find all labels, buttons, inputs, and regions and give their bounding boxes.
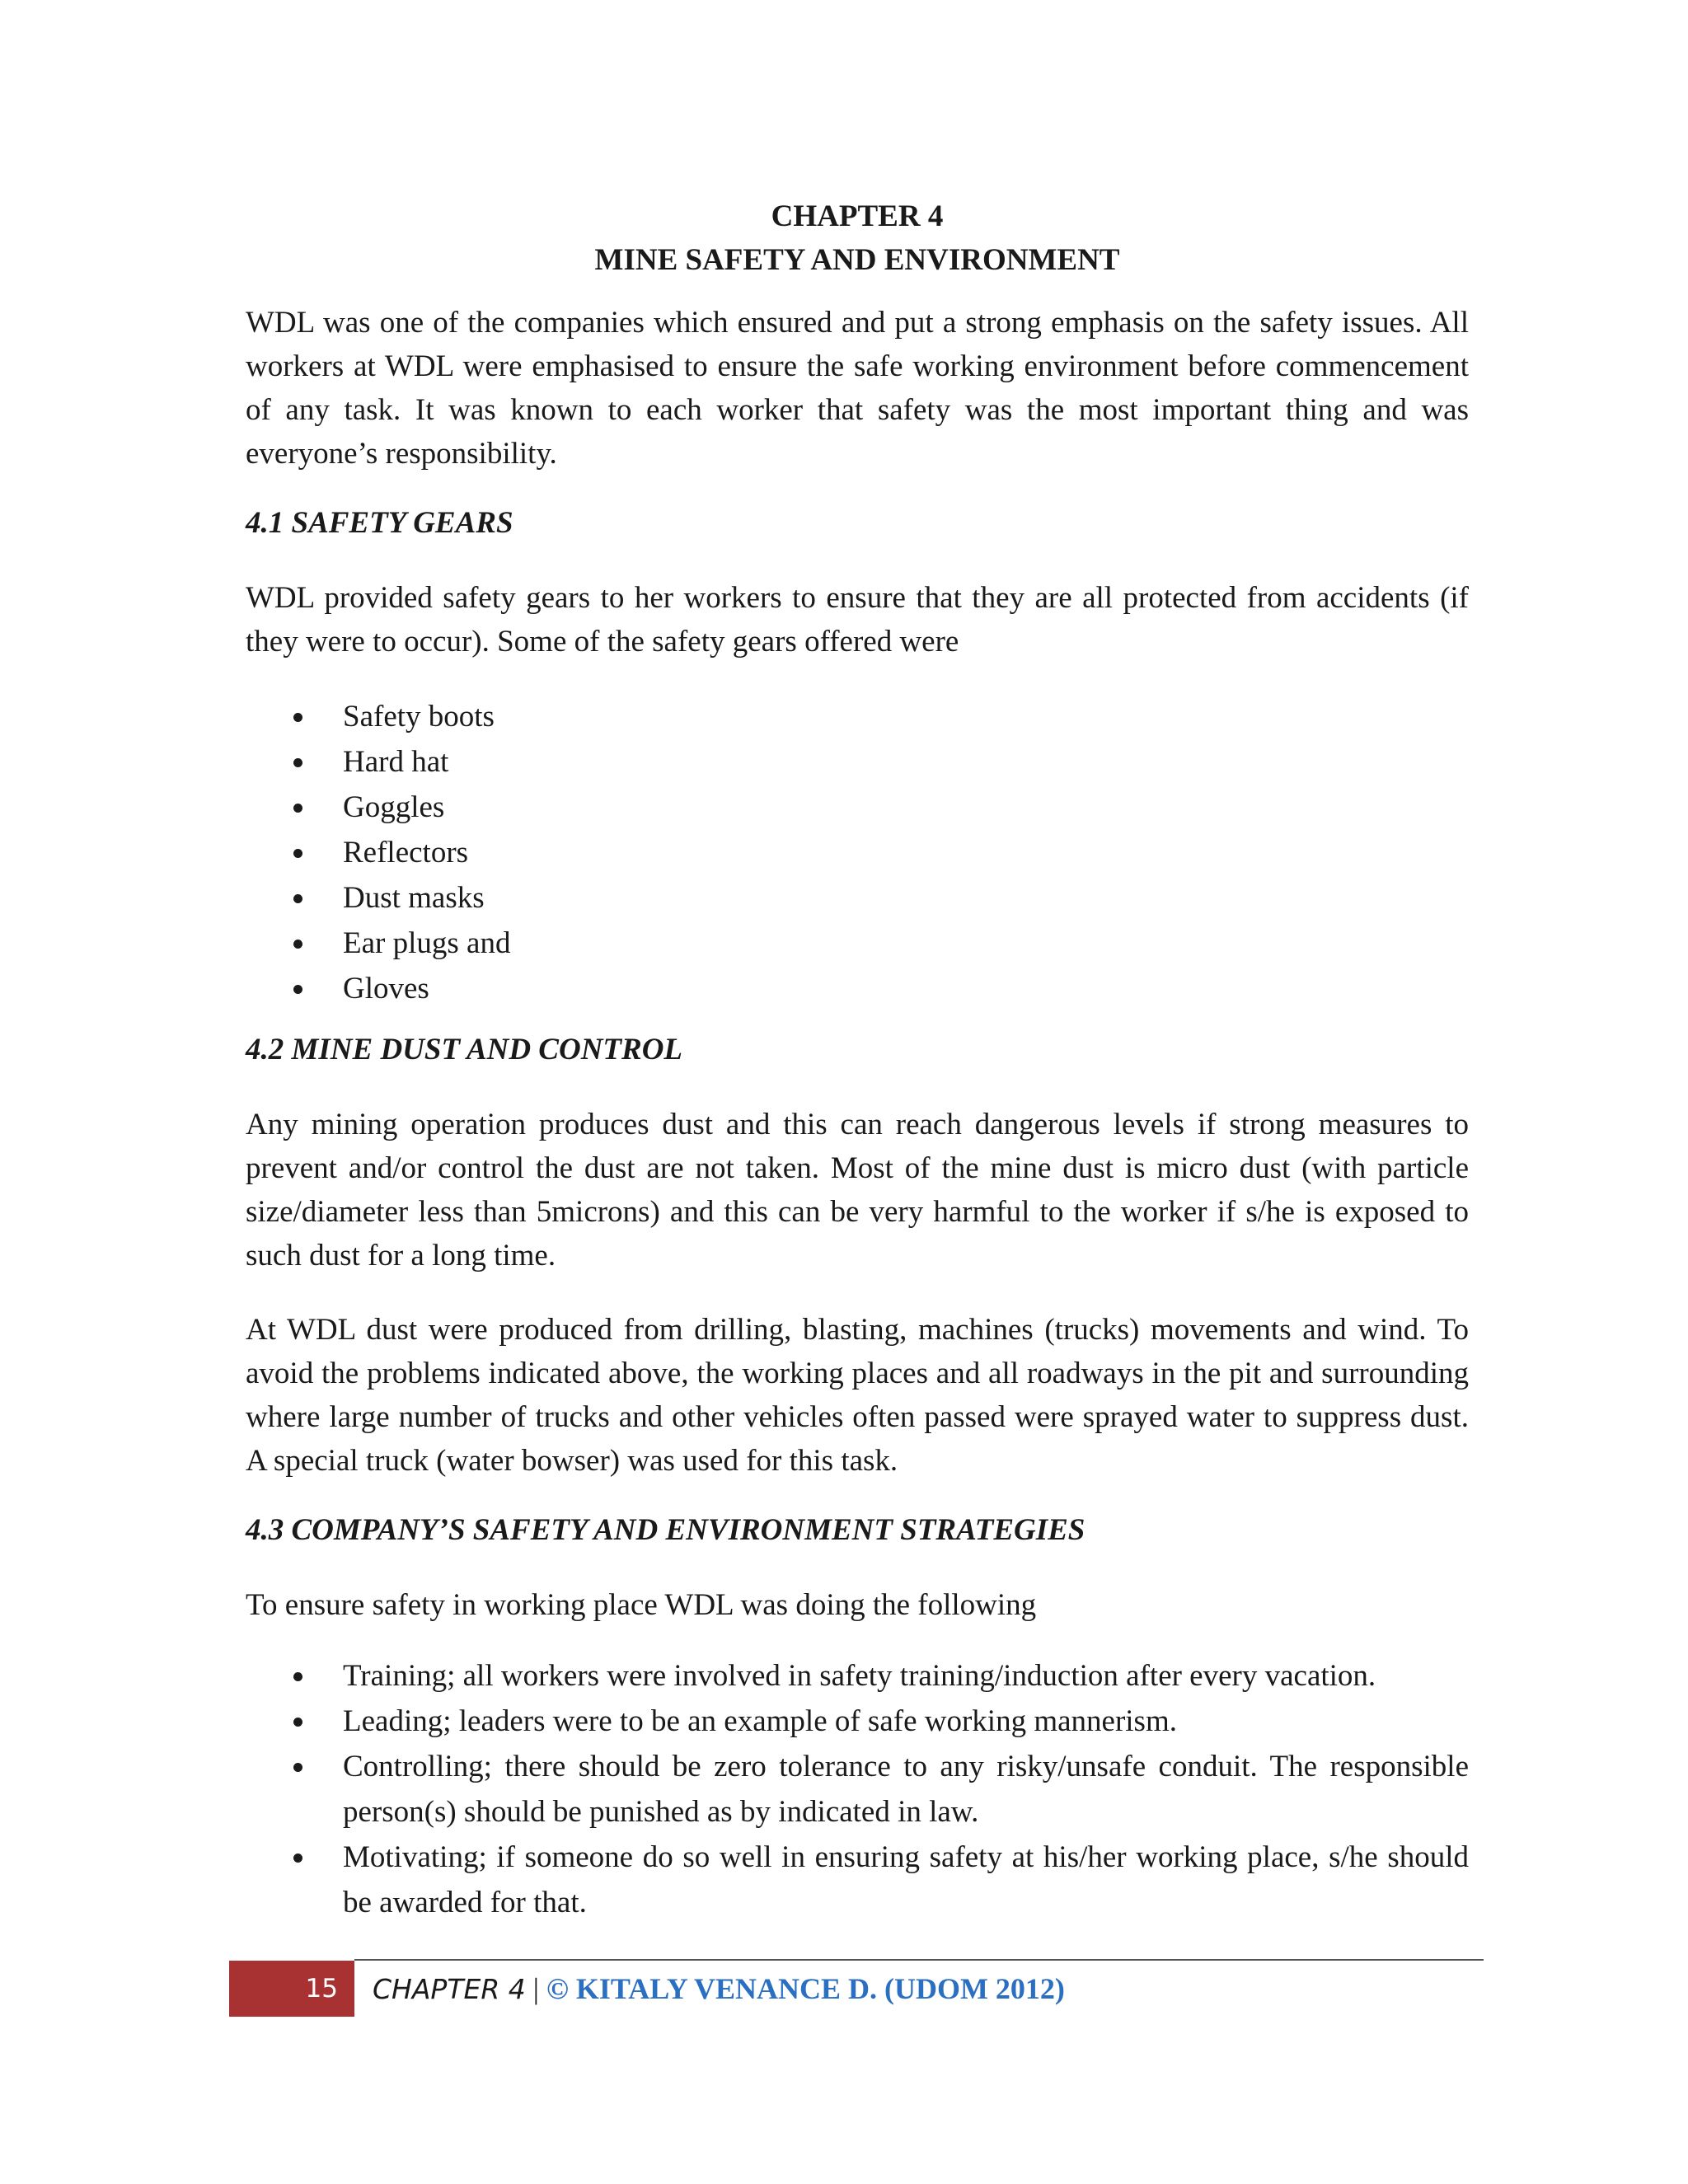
mine-dust-paragraph-2: At WDL dust were produced from drilling, blasting, machines (trucks) movements and wind. To avoid the problems indicated above, the working places and all roadways in the pit and surrounding where large number of trucks and other vehicles often passed were sprayed water to suppress dust. A special truck (water bowser) was used for this task.	[246, 1313, 1469, 1478]
bullet-icon	[293, 985, 302, 994]
list-item: Gloves	[246, 966, 1469, 1011]
bullet-icon	[293, 849, 302, 858]
list-item: Dust masks	[246, 875, 1469, 921]
bullet-icon	[293, 1854, 302, 1863]
safety-gears-list	[246, 694, 1469, 1011]
list-item: Hard hat	[246, 739, 1469, 785]
bullet-icon	[293, 804, 302, 813]
footer-copyright: © KITALY VENANCE D. (UDOM 2012)	[546, 1972, 1065, 2005]
bullet-icon	[293, 894, 302, 903]
chapter-number: CHAPTER 4	[771, 199, 944, 233]
footer-text	[373, 1961, 1065, 2017]
list-item: Ear plugs and	[246, 921, 1469, 966]
bullet-icon	[293, 1718, 302, 1727]
list-item: Controlling; there should be zero tolerance to any risky/unsafe conduit. The responsible person(s) should be punished as by indicated in law.	[246, 1744, 1469, 1835]
list-item: Leading; leaders were to be an example of safe working mannerism.	[246, 1699, 1469, 1744]
list-item: Motivating; if someone do so well in ensuring safety at his/her working place, s/he should be awarded for that.	[246, 1835, 1469, 1925]
bullet-icon	[293, 713, 302, 722]
bullet-icon	[293, 1672, 302, 1681]
list-item: Safety boots	[246, 694, 1469, 739]
safety-gears-paragraph: WDL provided safety gears to her workers to ensure that they are all protected from accidents (if they were to occur). Some of the safety gears offered were	[246, 581, 1469, 658]
list-item: Goggles	[246, 785, 1469, 830]
document-page	[246, 194, 1469, 1925]
list-item: Reflectors	[246, 830, 1469, 875]
footer-chapter-label: CHAPTER 4	[373, 1973, 526, 2005]
page-number-badge: 15	[229, 1961, 354, 2017]
footer-separator: |	[532, 1972, 539, 2005]
section-heading-mine-dust: 4.2 MINE DUST AND CONTROL	[246, 1033, 683, 1066]
bullet-icon	[293, 1763, 302, 1772]
mine-dust-paragraph-1: Any mining operation produces dust and this can reach dangerous levels if strong measures to prevent and/or control the dust are not taken. Most of the mine dust is micro dust (with particle size/diameter less than 5microns) and this can be very harmful to the worker if s/he is exposed to such dust for a long time.	[246, 1108, 1469, 1272]
intro-paragraph: WDL was one of the companies which ensured and put a strong emphasis on the safety issues. All workers at WDL were emphasised to ensure the safe working environment before commencement of any task. It was known to each worker that safety was the most important thing and was everyone’s responsibility.	[246, 306, 1469, 471]
section-heading-safety-gears: 4.1 SAFETY GEARS	[246, 506, 513, 540]
bullet-icon	[293, 940, 302, 949]
strategies-paragraph: To ensure safety in working place WDL was doing the following	[246, 1588, 1037, 1622]
list-item: Training; all workers were involved in safety training/induction after every vacation.	[246, 1653, 1469, 1699]
bullet-icon	[293, 758, 302, 767]
strategies-list	[246, 1653, 1469, 1925]
section-heading-strategies: 4.3 COMPANY’S SAFETY AND ENVIRONMENT STRATEGIES	[246, 1513, 1085, 1547]
chapter-title: MINE SAFETY AND ENVIRONMENT	[594, 243, 1120, 277]
